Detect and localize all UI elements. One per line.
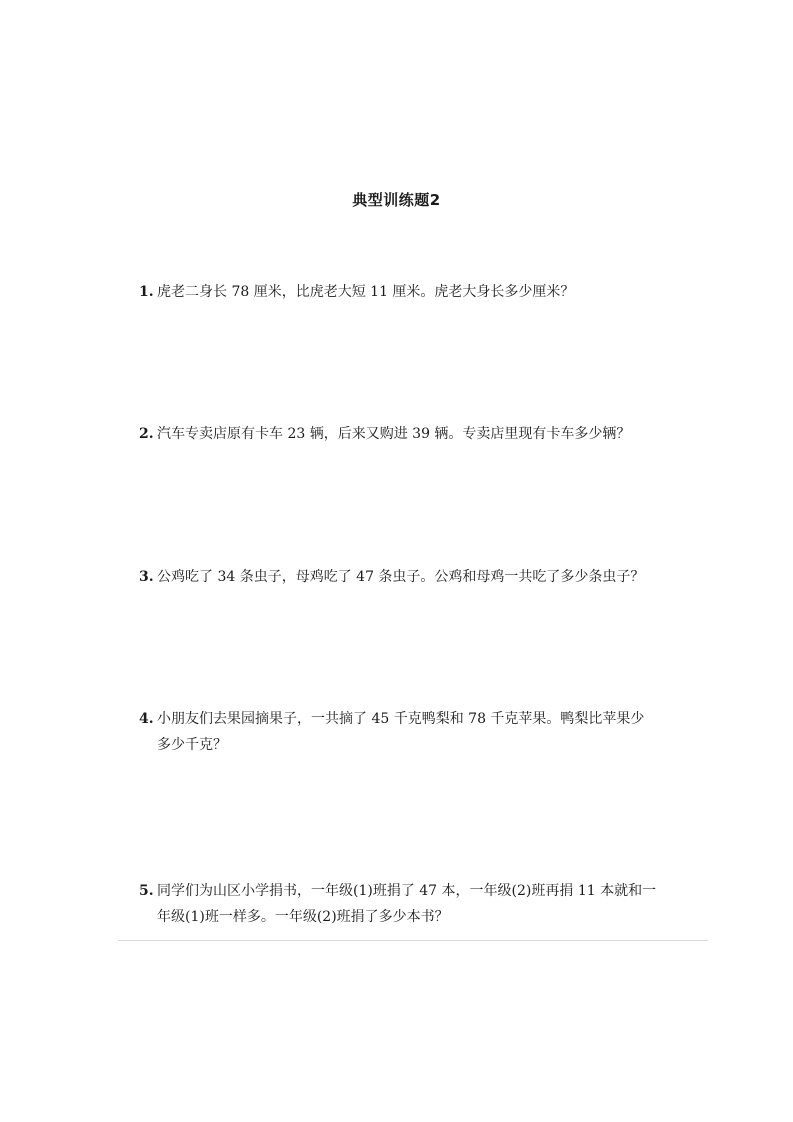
question-text-continued: 多少千克？ [157,737,227,753]
question-text: 汽车专卖店原有卡车 23 辆，后来又购进 39 辆。专卖店里现有卡车多少辆？ [157,426,631,442]
question-2 [139,421,699,447]
question-text: 虎老二身长 78 厘米，比虎老大短 11 厘米。虎老大身长多少厘米？ [157,284,575,300]
question-number: 5. [139,883,154,899]
question-1 [139,279,699,305]
question-text: 公鸡吃了 34 条虫子，母鸡吃了 47 条虫子。公鸡和母鸡一共吃了多少条虫子？ [157,569,645,585]
question-5 [139,878,699,930]
question-number: 4. [139,711,154,727]
divider [118,940,708,941]
question-3 [139,564,699,590]
question-number: 1. [139,284,154,300]
page-title: 典型训练题2 [352,191,441,209]
question-4 [139,706,699,758]
question-text-continued: 年级(1)班一样多。一年级(2)班捐了多少本书？ [157,909,449,925]
question-number: 2. [139,426,154,442]
question-text: 同学们为山区小学捐书，一年级(1)班捐了 47 本，一年级(2)班再捐 11 本就和一 [157,883,657,899]
question-number: 3. [139,569,154,585]
question-text: 小朋友们去果园摘果子，一共摘了 45 千克鸭梨和 78 千克苹果。鸭梨比苹果少 [157,711,645,727]
